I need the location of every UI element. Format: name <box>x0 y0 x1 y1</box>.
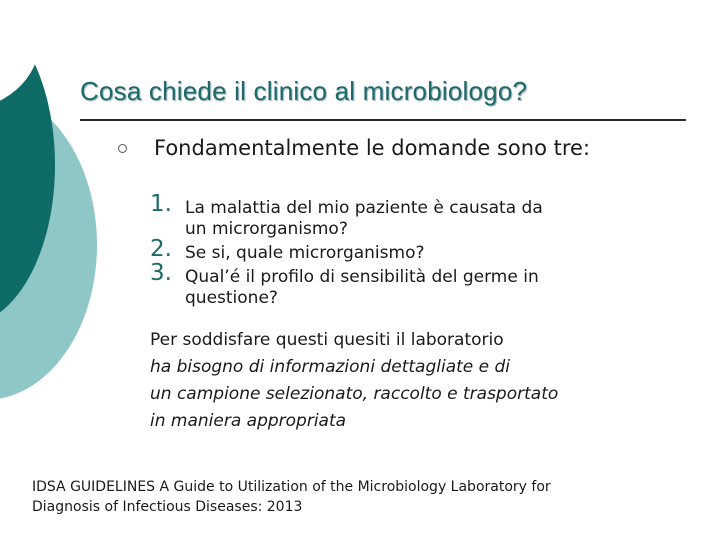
bullet-text: Fondamentalmente le domande sono tre: <box>154 136 591 160</box>
list-item-text: questione? <box>185 288 278 308</box>
list-item <box>150 236 543 264</box>
questions-list <box>150 191 543 312</box>
source-citation <box>32 477 551 517</box>
list-number: 2. <box>150 236 172 262</box>
paragraph-line-italic: in maniera appropriata <box>150 411 347 431</box>
paragraph-line: Per soddisfare questi quesiti il laboratorio <box>150 330 504 350</box>
list-number: 3. <box>150 260 172 286</box>
list-item-text: Se si, quale microrganismo? <box>185 243 425 263</box>
list-item-text: Qual’é il profilo di sensibilità del germe in <box>185 267 539 287</box>
lab-requirements-paragraph <box>150 327 558 435</box>
list-item <box>150 260 543 309</box>
circle-bullet-icon <box>118 144 127 153</box>
list-item <box>150 191 543 240</box>
list-item-text: La malattia del mio paziente è causata da <box>185 198 543 218</box>
paragraph-line-italic: un campione selezionato, raccolto e trasportato <box>150 384 559 404</box>
list-number: 1. <box>150 191 172 217</box>
title-divider <box>80 119 686 121</box>
citation-line: IDSA GUIDELINES A Guide to Utilization of the Microbiology Laboratory for <box>32 479 551 495</box>
list-item-text: un microrganismo? <box>185 219 348 239</box>
slide-title: Cosa chiede il clinico al microbiologo? <box>80 76 528 106</box>
citation-line: Diagnosis of Infectious Diseases: 2013 <box>32 499 303 515</box>
paragraph-line-italic: ha bisogno di informazioni dettagliate e di <box>150 357 511 377</box>
